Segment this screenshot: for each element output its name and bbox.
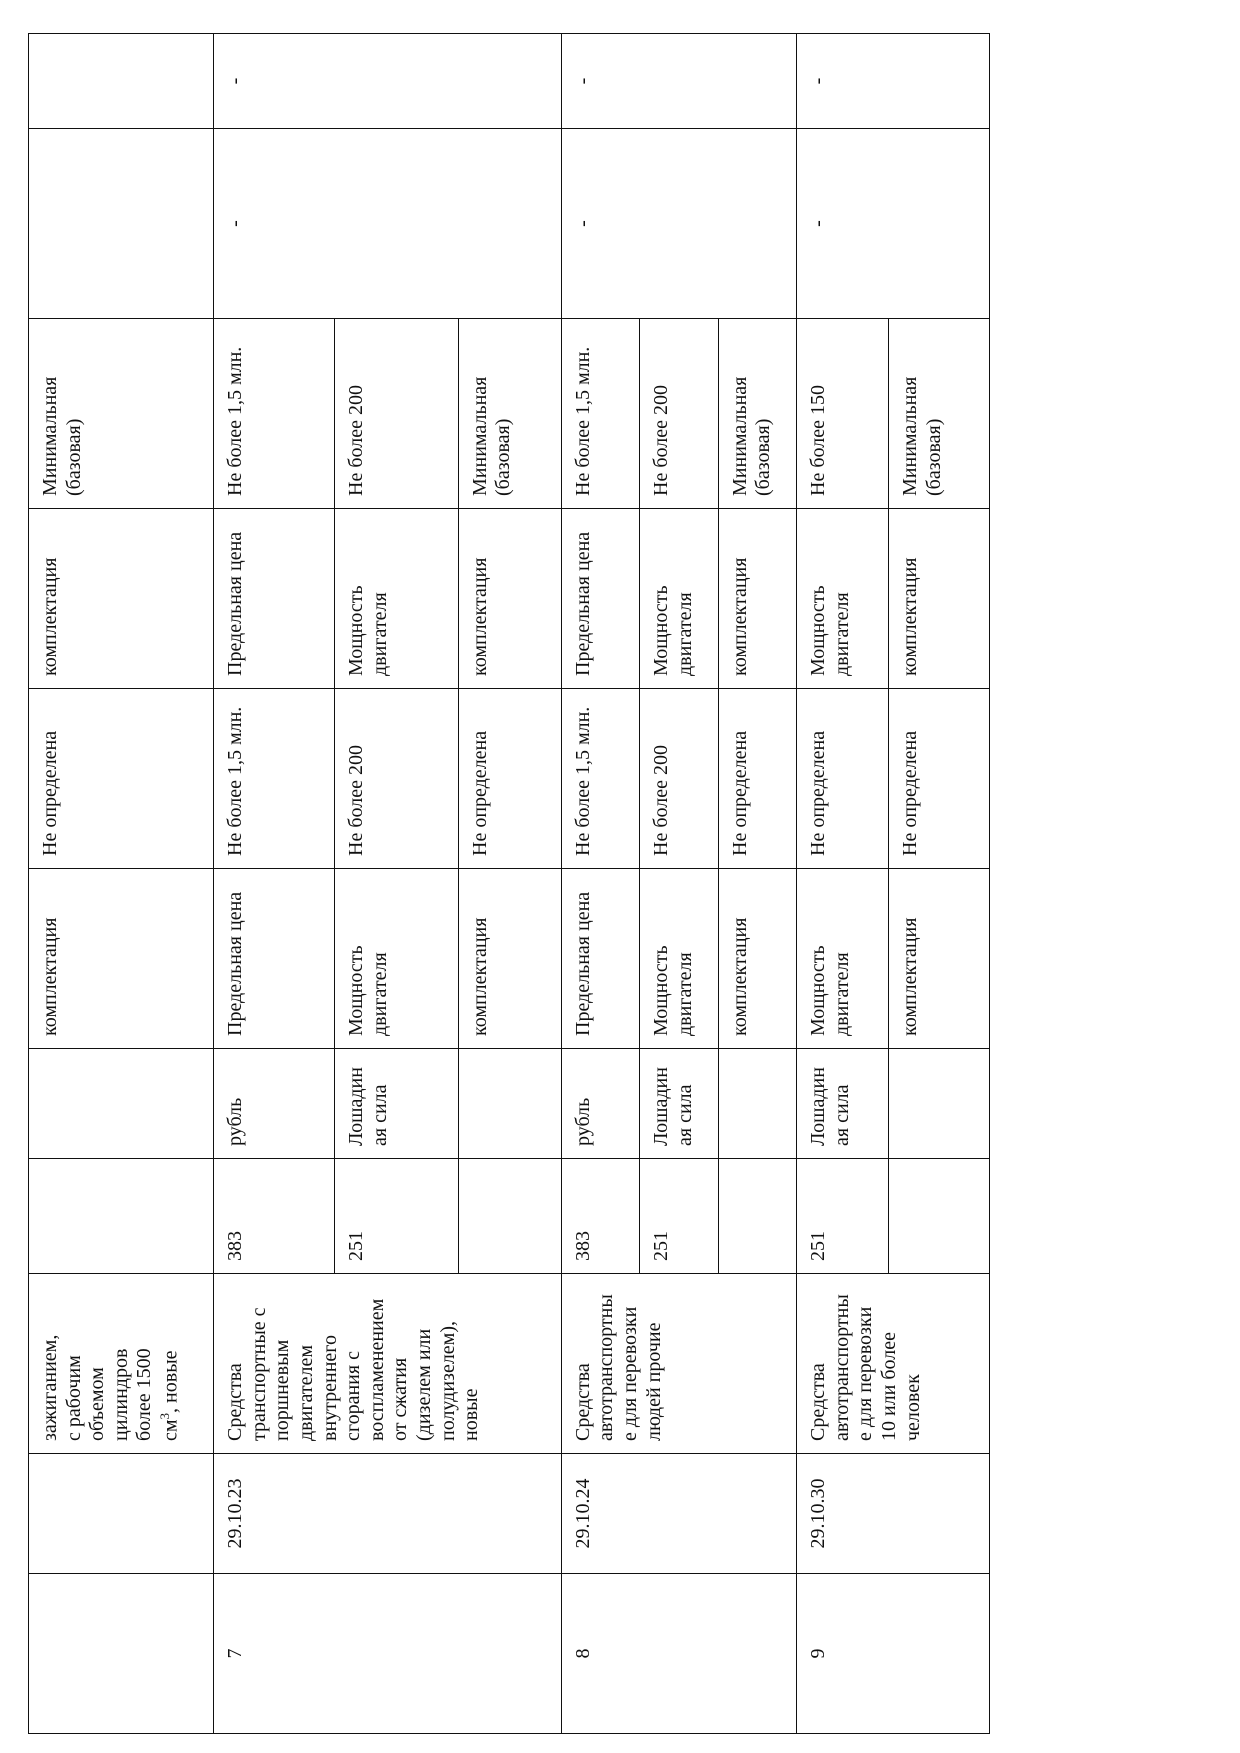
- continuation-name-line: с рабочим: [62, 1355, 85, 1441]
- characteristic: комплектация: [889, 869, 990, 1049]
- table-row: [797, 34, 889, 1734]
- value: Не определена: [797, 689, 889, 869]
- okei-code: [458, 1159, 561, 1274]
- value: Не более 1,5 млн.: [561, 319, 639, 509]
- product-name: Средства автотранспортные для перевозки 10 или более человек: [797, 1274, 990, 1454]
- unit-name: Лошадиная сила: [797, 1049, 889, 1159]
- characteristic: Мощность двигателя: [335, 509, 458, 689]
- product-name: Средства транспортные с поршневым двигателем внутреннего сгорания с воспламенением от сжатия (дизелем или полудизелем), новые: [214, 1274, 562, 1454]
- table-row: [561, 34, 639, 1734]
- characteristic: Предельная цена: [214, 869, 335, 1049]
- characteristic: Мощность двигателя: [797, 509, 889, 689]
- characteristic-cell: комплектация: [29, 509, 214, 689]
- characteristic: комплектация: [889, 509, 990, 689]
- value: Не более 1,5 млн.: [214, 689, 335, 869]
- row-number: 9: [797, 1574, 990, 1734]
- continuation-name-line: объемом: [86, 1367, 109, 1441]
- okpd-code: 29.10.24: [561, 1454, 796, 1574]
- extra-value: -: [797, 34, 990, 129]
- okpd-code: 29.10.30: [797, 1454, 990, 1574]
- okpd-code: 29.10.23: [214, 1454, 562, 1574]
- unit-name: рубль: [561, 1049, 639, 1159]
- unit-name: [458, 1049, 561, 1159]
- continuation-name-line: цилиндров: [109, 1348, 132, 1441]
- value-cell: Не определена: [29, 689, 214, 869]
- okei-code: 251: [797, 1159, 889, 1274]
- unit-name: рубль: [214, 1049, 335, 1159]
- continuation-name-sup: 3: [156, 1412, 172, 1420]
- value: Не более 150: [797, 319, 889, 509]
- okpd-code-cell: [29, 1454, 214, 1574]
- extra-value: -: [797, 129, 990, 319]
- okei-code: 251: [640, 1159, 718, 1274]
- characteristic: комплектация: [458, 509, 561, 689]
- unit-name: [889, 1049, 990, 1159]
- extra-cell: [29, 34, 214, 129]
- unit-name: Лошадиная сила: [335, 1049, 458, 1159]
- characteristic: комплектация: [458, 869, 561, 1049]
- continuation-name-line: более 1500: [133, 1348, 156, 1441]
- value-cell: Минимальная (базовая): [29, 319, 214, 509]
- extra-value: -: [214, 34, 562, 129]
- continuation-name-line: зажиганием,: [39, 1334, 61, 1441]
- row-number-cell: [29, 1574, 214, 1734]
- okei-code: 383: [214, 1159, 335, 1274]
- value: Не более 200: [640, 319, 718, 509]
- value: Не более 200: [335, 319, 458, 509]
- characteristic: комплектация: [718, 509, 796, 689]
- characteristic-cell: комплектация: [29, 869, 214, 1049]
- requirements-table: [28, 33, 990, 1734]
- characteristic: Мощность двигателя: [797, 869, 889, 1049]
- value: Не определена: [458, 689, 561, 869]
- value: Не определена: [889, 689, 990, 869]
- extra-value: -: [214, 129, 562, 319]
- row-number: 7: [214, 1574, 562, 1734]
- value: Минимальная (базовая): [889, 319, 990, 509]
- characteristic: Предельная цена: [214, 509, 335, 689]
- okei-code: 251: [335, 1159, 458, 1274]
- continuation-name-tail: , новые: [159, 1350, 182, 1413]
- okei-code: [889, 1159, 990, 1274]
- continuation-row: [29, 34, 214, 1734]
- value: Не более 200: [335, 689, 458, 869]
- value: Не более 200: [640, 689, 718, 869]
- okei-code: [718, 1159, 796, 1274]
- row-number: 8: [561, 1574, 796, 1734]
- extra-value: -: [561, 129, 796, 319]
- characteristic: Мощность двигателя: [640, 869, 718, 1049]
- okei-code: 383: [561, 1159, 639, 1274]
- extra-cell: [29, 129, 214, 319]
- okei-code-cell: [29, 1159, 214, 1274]
- unit-name: [718, 1049, 796, 1159]
- value: Минимальная (базовая): [718, 319, 796, 509]
- value: Минимальная (базовая): [458, 319, 561, 509]
- characteristic: Предельная цена: [561, 509, 639, 689]
- characteristic: комплектация: [718, 869, 796, 1049]
- product-name: Средства автотранспортные для перевозки людей прочие: [561, 1274, 796, 1454]
- value: Не более 1,5 млн.: [214, 319, 335, 509]
- product-name-cell: [29, 1274, 214, 1454]
- characteristic: Мощность двигателя: [335, 869, 458, 1049]
- table-row: [214, 34, 335, 1734]
- characteristic: Предельная цена: [561, 869, 639, 1049]
- unit-name-cell: [29, 1049, 214, 1159]
- value: Не определена: [718, 689, 796, 869]
- continuation-name-unit: см: [159, 1419, 182, 1441]
- unit-name: Лошадиная сила: [640, 1049, 718, 1159]
- value: Не более 1,5 млн.: [561, 689, 639, 869]
- extra-value: -: [561, 34, 796, 129]
- characteristic: Мощность двигателя: [640, 509, 718, 689]
- rotated-document: [28, 34, 990, 1734]
